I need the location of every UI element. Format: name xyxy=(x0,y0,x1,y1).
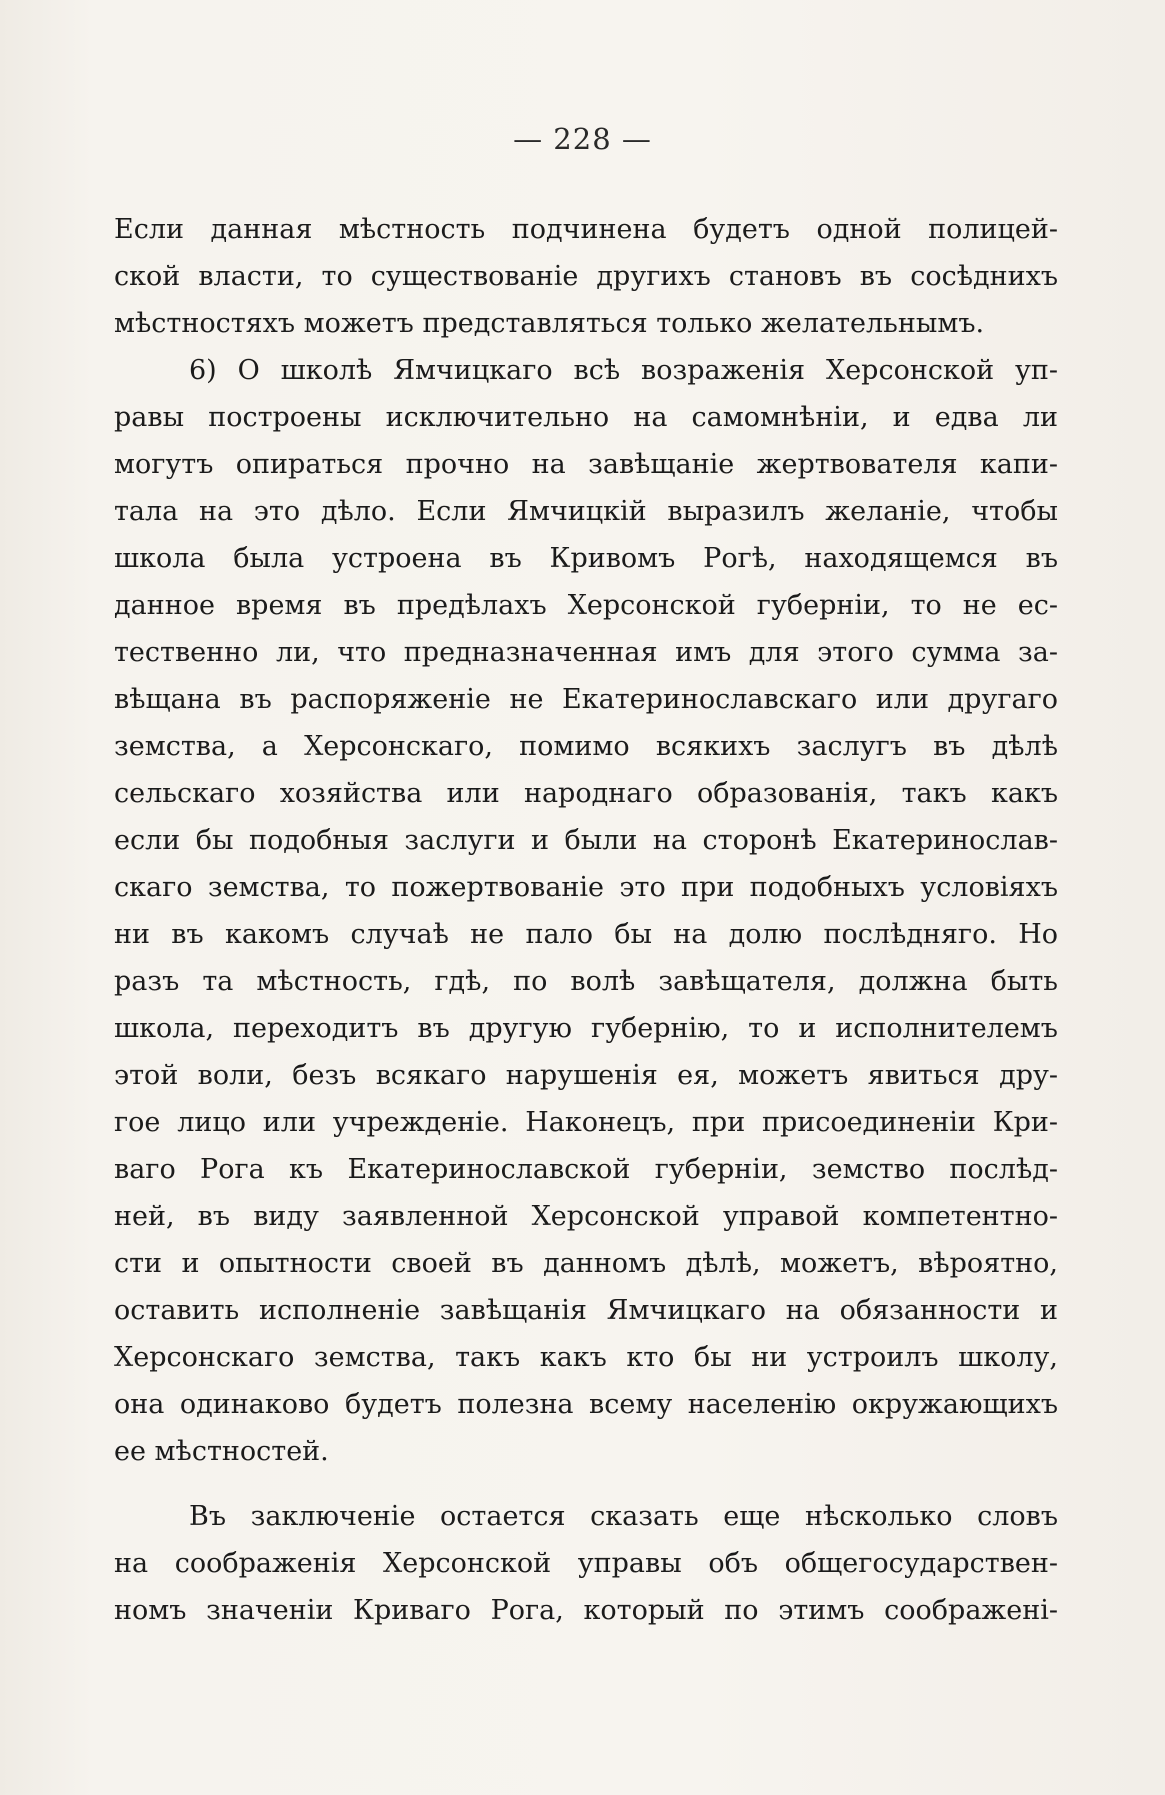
text-line: Въ заключеніе остается сказать еще нѣсколько словъ xyxy=(189,1501,1058,1532)
text-line: номъ значеніи Криваго Рога, который по этимъ соображені- xyxy=(114,1595,1058,1626)
paragraph-spacer xyxy=(114,1475,1058,1493)
text-line: она одинаково будетъ полезна всему населенію окружающихъ xyxy=(114,1389,1058,1420)
body-text xyxy=(114,206,1058,1634)
text-line: могутъ опираться прочно на завѣщаніе жертвователя капи- xyxy=(114,449,1058,480)
page-number: — 228 — xyxy=(513,122,652,156)
text-line: тала на это дѣло. Если Ямчицкій выразилъ желаніе, чтобы xyxy=(114,496,1058,527)
text-line: Херсонскаго земства, такъ какъ кто бы ни устроилъ школу, xyxy=(114,1342,1058,1373)
text-line: на соображенія Херсонской управы объ общегосударствен- xyxy=(114,1548,1058,1579)
text-line: равы построены исключительно на самомнѣніи, и едва ли xyxy=(114,402,1058,433)
text-line: ваго Рога къ Екатеринославской губерніи, земство послѣд- xyxy=(114,1154,1058,1185)
text-line: сти и опытности своей въ данномъ дѣлѣ, можетъ, вѣроятно, xyxy=(114,1248,1058,1279)
text-line: 6) О школѣ Ямчицкаго всѣ возраженія Херсонской уп- xyxy=(189,355,1058,386)
text-line: вѣщана въ распоряженіе не Екатеринославскаго или другаго xyxy=(114,684,1058,715)
text-line: тественно ли, что предназначенная имъ для этого сумма за- xyxy=(114,637,1058,668)
text-line: земства, а Херсонскаго, помимо всякихъ заслугъ въ дѣлѣ xyxy=(114,731,1058,762)
text-line: этой воли, безъ всякаго нарушенія ея, можетъ явиться дру- xyxy=(114,1060,1058,1091)
text-line: ее мѣстностей. xyxy=(114,1436,329,1467)
text-line: скаго земства, то пожертвованіе это при подобныхъ условіяхъ xyxy=(114,872,1058,903)
paragraph-1 xyxy=(114,206,1058,347)
text-line: сельскаго хозяйства или народнаго образованія, такъ какъ xyxy=(114,778,1058,809)
text-line: школа, переходитъ въ другую губернію, то и исполнителемъ xyxy=(114,1013,1058,1044)
paragraph-3 xyxy=(114,1493,1058,1634)
text-line: если бы подобныя заслуги и были на сторонѣ Екатеринослав- xyxy=(114,825,1058,856)
text-line: гое лицо или учрежденіе. Наконецъ, при присоединеніи Кри- xyxy=(114,1107,1058,1138)
text-line: оставить исполненіе завѣщанія Ямчицкаго на обязанности и xyxy=(114,1295,1058,1326)
text-line: школа была устроена въ Кривомъ Рогѣ, находящемся въ xyxy=(114,543,1058,574)
text-line: мѣстностяхъ можетъ представляться только желательнымъ. xyxy=(114,308,985,339)
text-line: Если данная мѣстность подчинена будетъ одной полицей- xyxy=(114,214,1058,245)
text-line: ни въ какомъ случаѣ не пало бы на долю послѣдняго. Но xyxy=(114,919,1058,950)
text-line: ской власти, то существованіе другихъ становъ въ сосѣднихъ xyxy=(114,261,1058,292)
text-line: разъ та мѣстность, гдѣ, по волѣ завѣщателя, должна быть xyxy=(114,966,1058,997)
text-line: ней, въ виду заявленной Херсонской управой компетентно- xyxy=(114,1201,1058,1232)
paragraph-2 xyxy=(114,347,1058,1475)
text-line: данное время въ предѣлахъ Херсонской губерніи, то не ес- xyxy=(114,590,1058,621)
